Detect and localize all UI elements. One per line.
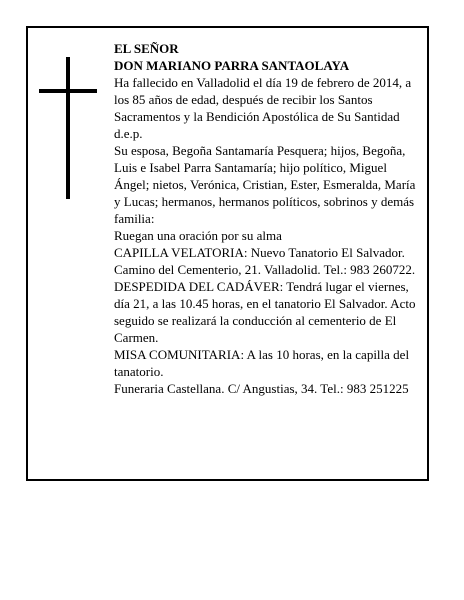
wake-label: CAPILLA VELATORIA: — [114, 245, 248, 260]
obituary-notice — [26, 26, 429, 481]
cross-icon — [39, 57, 97, 199]
prayer-request: Ruegan una oración por su alma — [114, 228, 282, 243]
funeral-home-info: Funeraria Castellana. C/ Angustias, 34. Tel.: 983 251225 — [114, 381, 409, 396]
mass-info — [114, 346, 421, 380]
mass-label: MISA COMUNITARIA: — [114, 347, 245, 362]
notice-heading: EL SEÑOR — [114, 41, 179, 56]
wake-info — [114, 244, 421, 278]
cross-horizontal-bar — [39, 89, 97, 93]
death-announcement: Ha fallecido en Valladolid el día 19 de febrero de 2014, a los 85 años de edad, después de recibir los Santos Sacramentos y la Bendición Apostólica de Su Santidad d.e.p. — [114, 75, 412, 141]
deceased-name: DON MARIANO PARRA SANTAOLAYA — [114, 58, 350, 73]
cross-vertical-bar — [66, 57, 70, 199]
farewell-text: Tendrá lugar el viernes, día 21, a las 10.45 horas, en el tanatorio El Salvador. Acto seguido se realizará la conducción al cementerio de El Carmen. — [114, 279, 416, 345]
mass-text: A las 10 horas, en la capilla del tanatorio. — [114, 347, 410, 379]
farewell-label: DESPEDIDA DEL CADÁVER: — [114, 279, 284, 294]
notice-body — [114, 40, 421, 397]
wake-text: Nuevo Tanatorio El Salvador. Camino del Cementerio, 21. Valladolid. Tel.: 983 260722. — [114, 245, 416, 277]
farewell-info — [114, 278, 421, 346]
family-list: Su esposa, Begoña Santamaría Pesquera; hijos, Begoña, Luis e Isabel Parra Santamaría; hijo político, Miguel Ángel; nietos, Verónica, Cristian, Ester, Esmeralda, María y Lucas; hermanos, hermanos políticos, sobrinos y demás familia: — [114, 143, 416, 226]
